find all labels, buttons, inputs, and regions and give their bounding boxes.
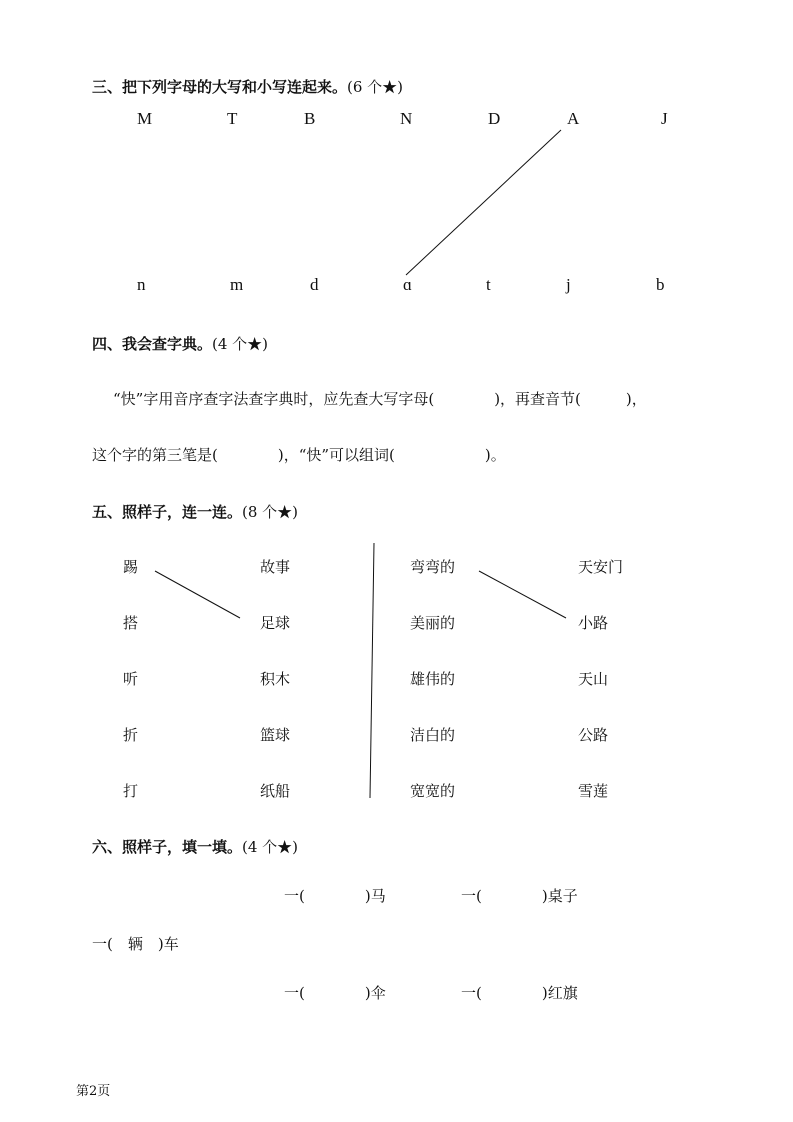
noun-item[interactable]: 天安门 — [578, 558, 624, 576]
lowercase-letter-t[interactable]: t — [486, 275, 491, 294]
adjective-item[interactable]: 弯弯的 — [410, 558, 456, 576]
section3-note: (6 个★) — [347, 78, 404, 96]
uppercase-letter-t[interactable]: T — [227, 109, 238, 128]
section5-note: (8 个★) — [242, 503, 299, 521]
uppercase-letter-m[interactable]: M — [137, 109, 153, 128]
column-divider — [370, 543, 374, 798]
verb-item[interactable]: 打 — [123, 782, 139, 800]
lowercase-letter-d[interactable]: d — [310, 275, 319, 294]
object-item[interactable]: 故事 — [260, 558, 291, 576]
noun-item[interactable]: 公路 — [578, 726, 609, 744]
lowercase-letter-b[interactable]: b — [656, 275, 665, 294]
verb-item[interactable]: 折 — [123, 726, 139, 744]
lowercase-letter-j[interactable]: j — [566, 275, 571, 294]
example-connector-kick-football — [155, 571, 240, 618]
verb-item[interactable]: 搭 — [123, 614, 139, 632]
fill-blank-table[interactable]: 一( )桌子 — [461, 887, 578, 905]
adjective-item[interactable]: 美丽的 — [410, 614, 456, 632]
object-item[interactable]: 积木 — [260, 670, 291, 688]
fill-blank-horse[interactable]: 一( )马 — [284, 887, 386, 905]
lowercase-letter-m[interactable]: m — [230, 275, 244, 294]
section6-title: 六、照样子，填一填。 — [92, 838, 243, 856]
fill-blank-flag[interactable]: 一( )红旗 — [461, 984, 578, 1002]
adjective-item[interactable]: 雄伟的 — [410, 670, 456, 688]
section6-note: (4 个★) — [242, 838, 299, 856]
dictionary-question-line1[interactable]: “快”字用音序查字法查字典时，应先查大写字母( )，再查音节( )， — [113, 390, 647, 408]
adjective-item[interactable]: 宽宽的 — [410, 782, 456, 800]
example-connector-curved-road — [479, 571, 566, 618]
object-item[interactable]: 纸船 — [260, 782, 291, 800]
uppercase-letter-n[interactable]: N — [400, 109, 413, 128]
noun-item[interactable]: 小路 — [578, 614, 609, 632]
adjective-item[interactable]: 洁白的 — [410, 726, 456, 744]
noun-item[interactable]: 雪莲 — [578, 782, 609, 800]
lowercase-letter-a[interactable]: ɑ — [403, 275, 412, 294]
example-connector-a — [406, 130, 561, 275]
section4-note: (4 个★) — [212, 335, 269, 353]
example-car: 一( 辆 )车 — [92, 935, 179, 953]
uppercase-letter-a[interactable]: A — [567, 109, 580, 128]
fill-blank-umbrella[interactable]: 一( )伞 — [284, 984, 386, 1002]
verb-item[interactable]: 踢 — [123, 558, 139, 576]
section3-title: 三、把下列字母的大写和小写连起来。 — [92, 78, 348, 96]
section4-title: 四、我会查字典。 — [92, 335, 213, 353]
page-number: 第2页 — [76, 1084, 111, 1099]
verb-item[interactable]: 听 — [123, 670, 139, 688]
uppercase-letter-j[interactable]: J — [661, 109, 668, 128]
object-item[interactable]: 篮球 — [260, 726, 291, 744]
object-item[interactable]: 足球 — [260, 614, 291, 632]
uppercase-letter-d[interactable]: D — [488, 109, 501, 128]
dictionary-question-line2[interactable]: 这个字的第三笔是( )，“快”可以组词( )。 — [92, 446, 506, 464]
uppercase-letter-b[interactable]: B — [304, 109, 316, 128]
section5-title: 五、照样子，连一连。 — [92, 503, 243, 521]
noun-item[interactable]: 天山 — [578, 670, 609, 688]
lowercase-letter-n[interactable]: n — [137, 275, 146, 294]
